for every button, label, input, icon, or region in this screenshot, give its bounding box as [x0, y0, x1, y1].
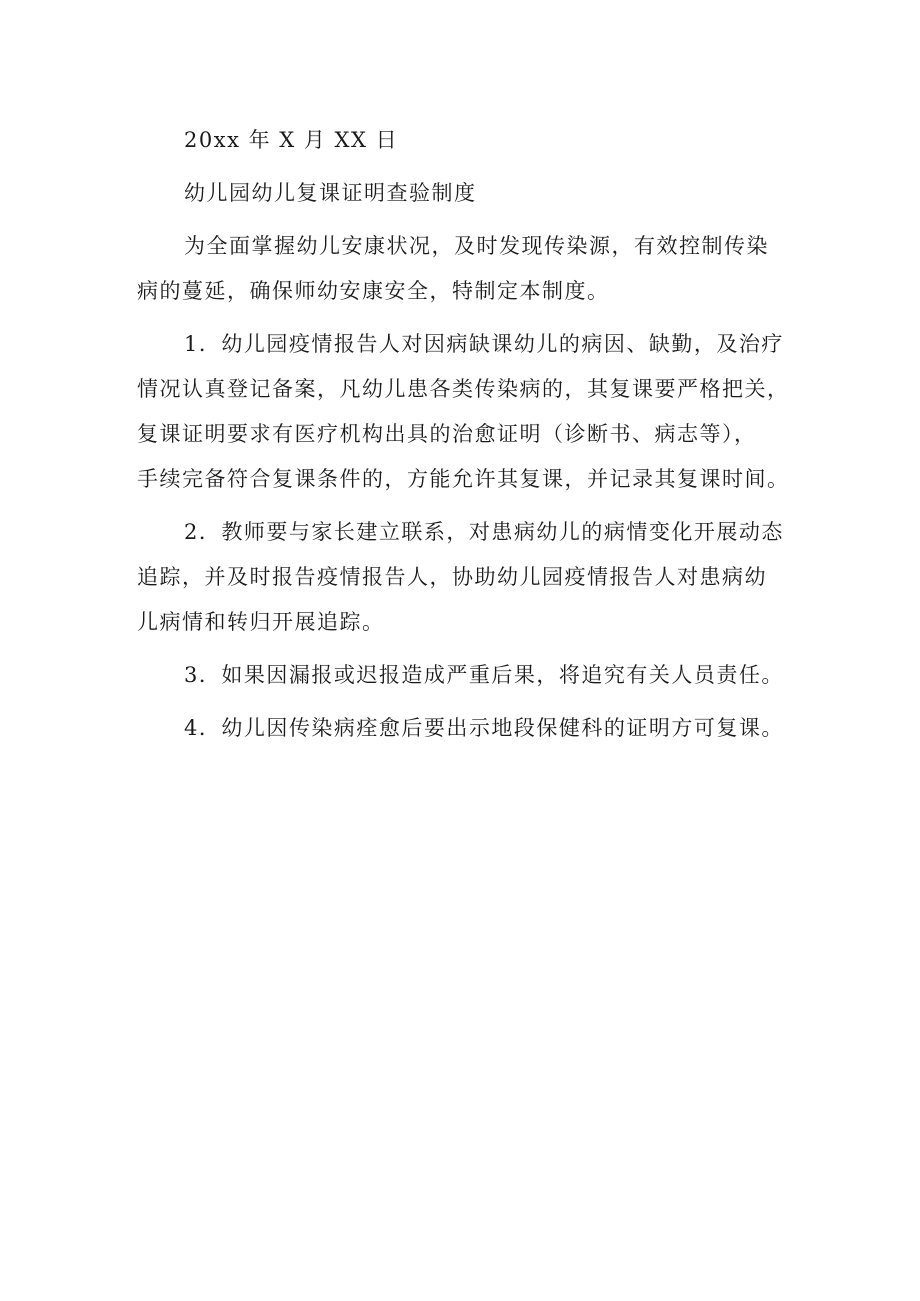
rule-line: 儿病情和转归开展追踪。: [137, 610, 385, 634]
intro-line: 为全面掌握幼儿安康状况，及时发现传染源，有效控制传染: [184, 234, 769, 258]
rule-line: 手续完备符合复课条件的，方能允许其复课，并记录其复课时间。: [137, 467, 790, 491]
rule-item-2: [137, 510, 807, 645]
document-body: [137, 118, 807, 759]
rule-line: 追踪，并及时报告疫情报告人，协助幼儿园疫情报告人对患病幼: [137, 565, 767, 589]
rule-line: 2．教师要与家长建立联系，对患病幼儿的病情变化开展动态: [184, 520, 784, 544]
rule-item-1: [137, 322, 807, 502]
rule-line: 4．幼儿因传染病痊愈后要出示地段保健科的证明方可复课。: [184, 716, 784, 740]
date-line: [137, 118, 807, 163]
rule-line: 情况认真登记备案，凡幼儿患各类传染病的，其复课要严格把关，: [137, 377, 790, 401]
intro-paragraph: [137, 224, 807, 314]
document-date: 20xx 年 X 月 XX 日: [184, 128, 399, 152]
rule-item-3: [137, 653, 807, 698]
title-line: [137, 171, 807, 216]
intro-line: 病的蔓延，确保师幼安康安全，特制定本制度。: [137, 279, 610, 303]
document-title: 幼儿园幼儿复课证明查验制度: [184, 181, 477, 205]
rule-item-4: [137, 706, 807, 751]
rule-line: 3．如果因漏报或迟报造成严重后果，将追究有关人员责任。: [184, 663, 784, 687]
rule-line: 1．幼儿园疫情报告人对因病缺课幼儿的病因、缺勤，及治疗: [184, 332, 784, 356]
rule-line: 复课证明要求有医疗机构出具的治愈证明（诊断书、病志等），: [137, 422, 757, 446]
